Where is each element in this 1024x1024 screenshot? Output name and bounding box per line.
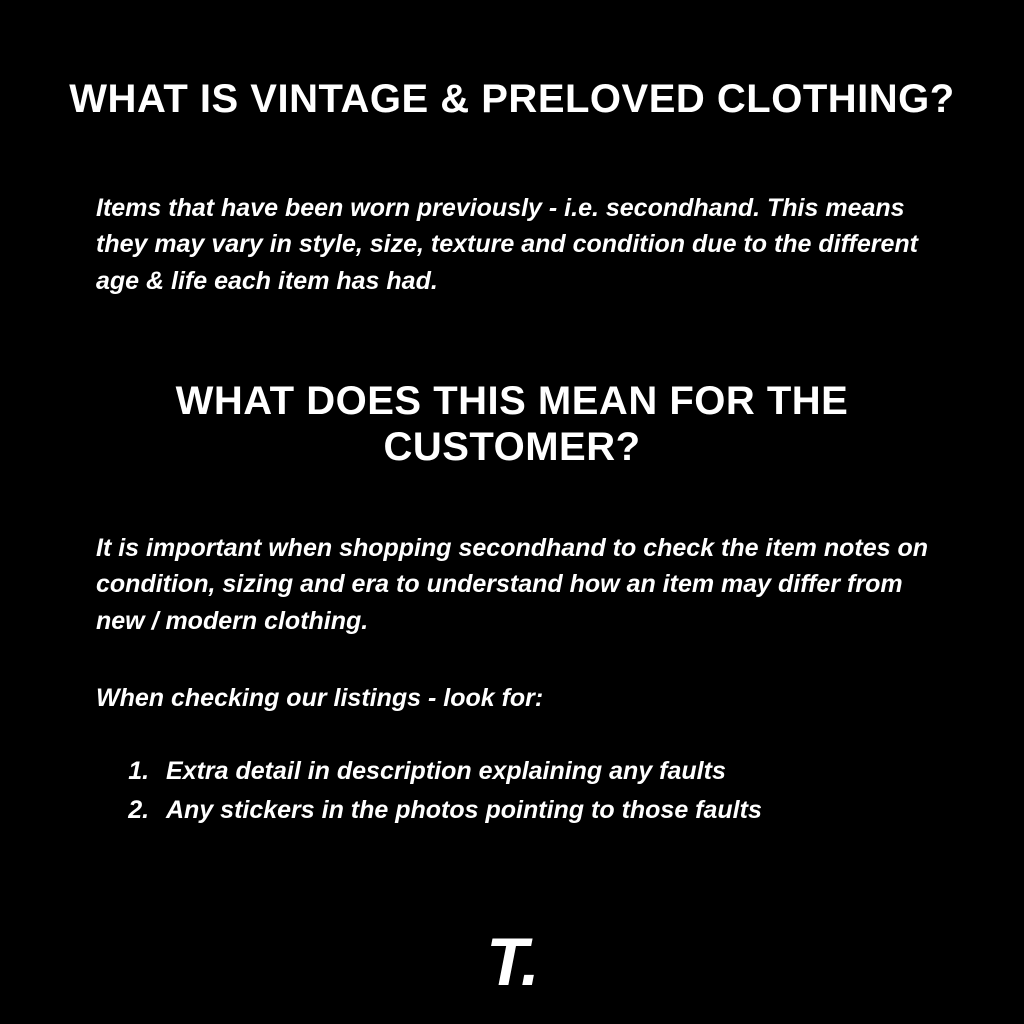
section-heading-customer: WHAT DOES THIS MEAN FOR THE CUSTOMER? [175, 379, 849, 469]
page-title: WHAT IS VINTAGE & PRELOVED CLOTHING? [69, 77, 955, 121]
listings-lead-in: When checking our listings - look for: [96, 684, 544, 712]
importance-paragraph: It is important when shopping secondhand to check the item notes on condition, sizing and era to understand how an item may differ from new / modern clothing. [96, 534, 929, 635]
brand-logo: T. [486, 924, 538, 1000]
definition-paragraph: Items that have been worn previously - i.e. secondhand. This means they may vary in style, size, texture and condition due to the different age & life each item has had. [96, 194, 918, 295]
faults-list [96, 752, 996, 830]
list-item: 2. Any stickers in the photos pointing to those faults [156, 791, 996, 830]
list-item: 1. Extra detail in description explaining any faults [156, 752, 996, 791]
